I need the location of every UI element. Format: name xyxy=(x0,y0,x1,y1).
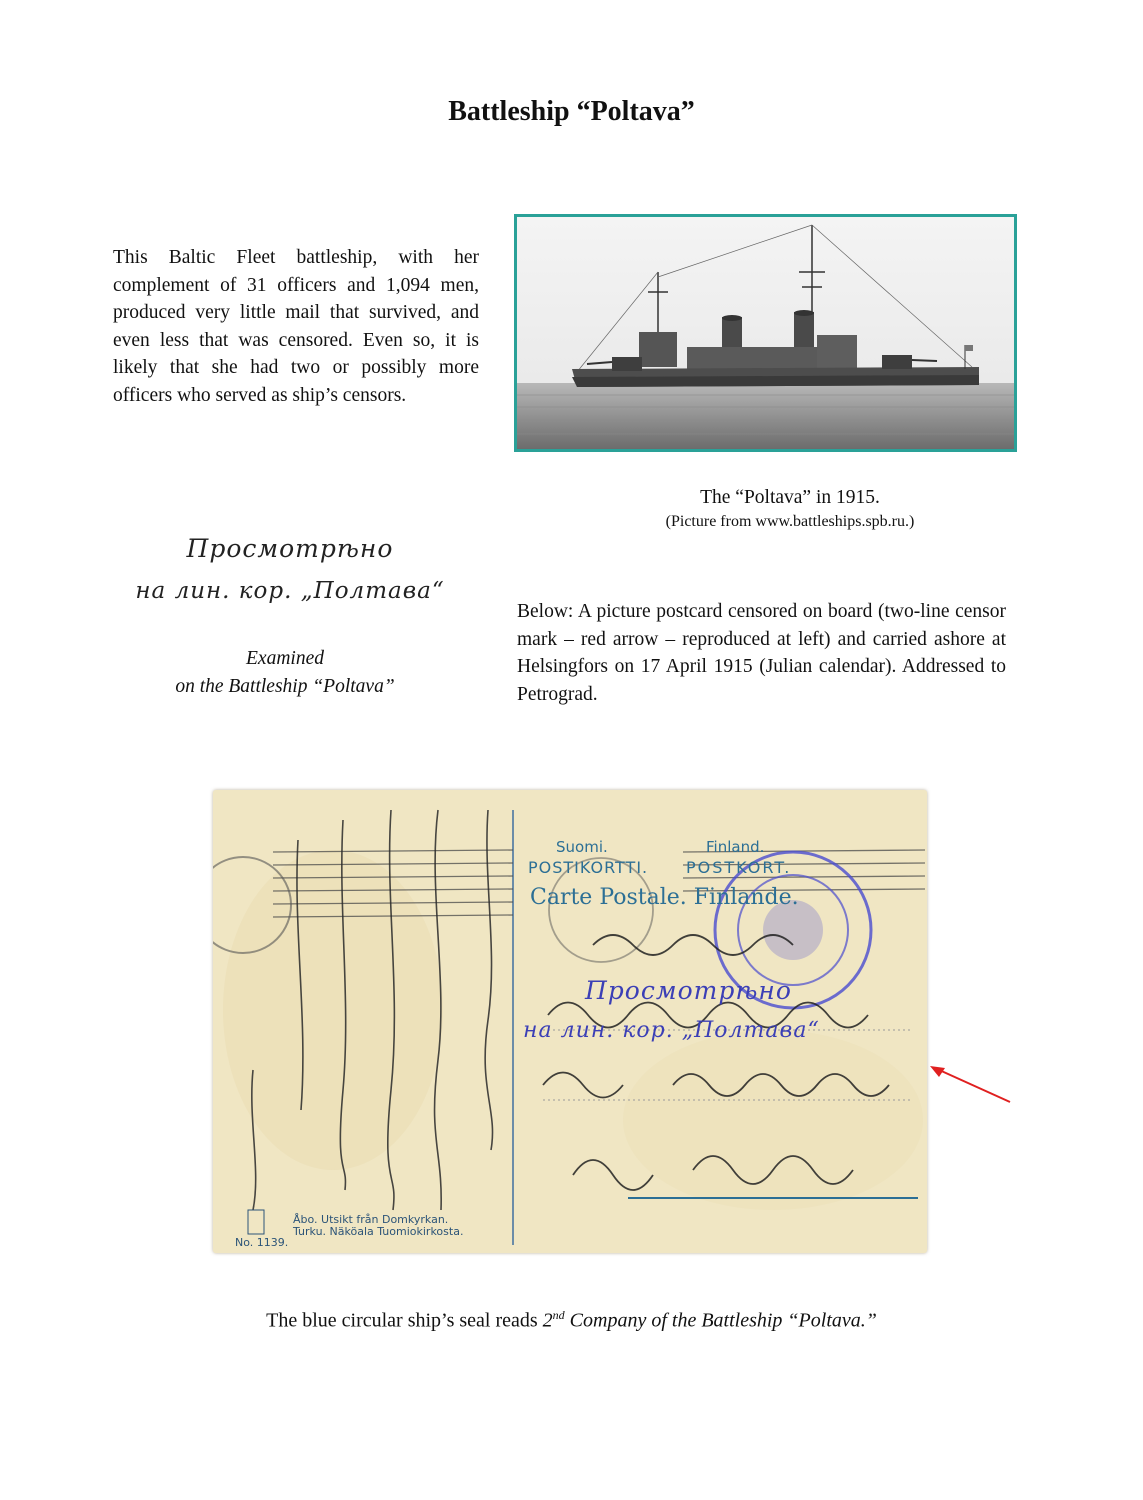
postcard-imprint xyxy=(293,1214,463,1238)
red-arrow-icon xyxy=(925,1060,1015,1110)
battleship-photo xyxy=(514,214,1017,452)
censor-mark-line1: Просмотрѣно xyxy=(186,534,394,563)
postcard-censor-stamp-line2: на лин. кор. „Полтава“ xyxy=(523,1018,820,1043)
postcard-suomi: Suomi. xyxy=(556,838,608,856)
postcard-postikortti: POSTIKORTTI. xyxy=(528,858,649,877)
seal-caption-ordinal: 2 xyxy=(542,1309,553,1332)
photo-caption-source: (Picture from www.battleships.spb.ru.) xyxy=(665,513,915,530)
seal-caption-company: Company of the Battleship “Poltava.” xyxy=(564,1309,877,1332)
postcard-imprint-line1: Åbo. Utsikt från Domkyrkan. xyxy=(293,1213,449,1226)
seal-caption-prefix: The blue circular ship’s seal reads xyxy=(266,1309,543,1332)
postcard-postkort: POSTKORT. xyxy=(686,858,792,877)
seal-caption xyxy=(0,1300,1143,1336)
postcard-finland: Finland. xyxy=(706,838,765,856)
postcard-image xyxy=(213,790,927,1253)
postcard-description: Below: A picture postcard censored on board (two-line censor mark – red arrow – reproduced at left) and carried ashore at Helsingfors on 17 April 1915 (Julian calendar). Addressed to Petrograd. xyxy=(517,601,1006,705)
postcard-number: No. 1139. xyxy=(235,1236,289,1249)
postcard-censor-stamp-line1: Просмотрѣно xyxy=(585,976,792,1005)
censor-mark-translation xyxy=(110,645,460,701)
translation-line2: on the Battleship “Poltava” xyxy=(175,676,395,697)
censor-mark-line2: на лин. кор. „Полтава“ xyxy=(135,578,445,604)
page-title: Battleship “Poltava” xyxy=(448,96,695,127)
intro-paragraph: This Baltic Fleet battleship, with her complement of 31 officers and 1,094 men, produced very little mail that survived, and even less that was censored. Even so, it is likely that she had two or possibly more officers who served as ship’s censors. xyxy=(113,247,479,406)
photo-caption xyxy=(600,485,980,533)
seal-caption-ordinal-suffix: nd xyxy=(552,1308,565,1322)
postcard-imprint-line2: Turku. Näköala Tuomiokirkosta. xyxy=(293,1225,464,1238)
censor-mark-reproduction xyxy=(110,527,470,611)
battleship-illustration xyxy=(517,217,1014,449)
postcard-carte-postale: Carte Postale. Finlande. xyxy=(530,885,799,910)
photo-caption-title: The “Poltava” in 1915. xyxy=(700,487,880,508)
translation-line1: Examined xyxy=(246,648,324,669)
